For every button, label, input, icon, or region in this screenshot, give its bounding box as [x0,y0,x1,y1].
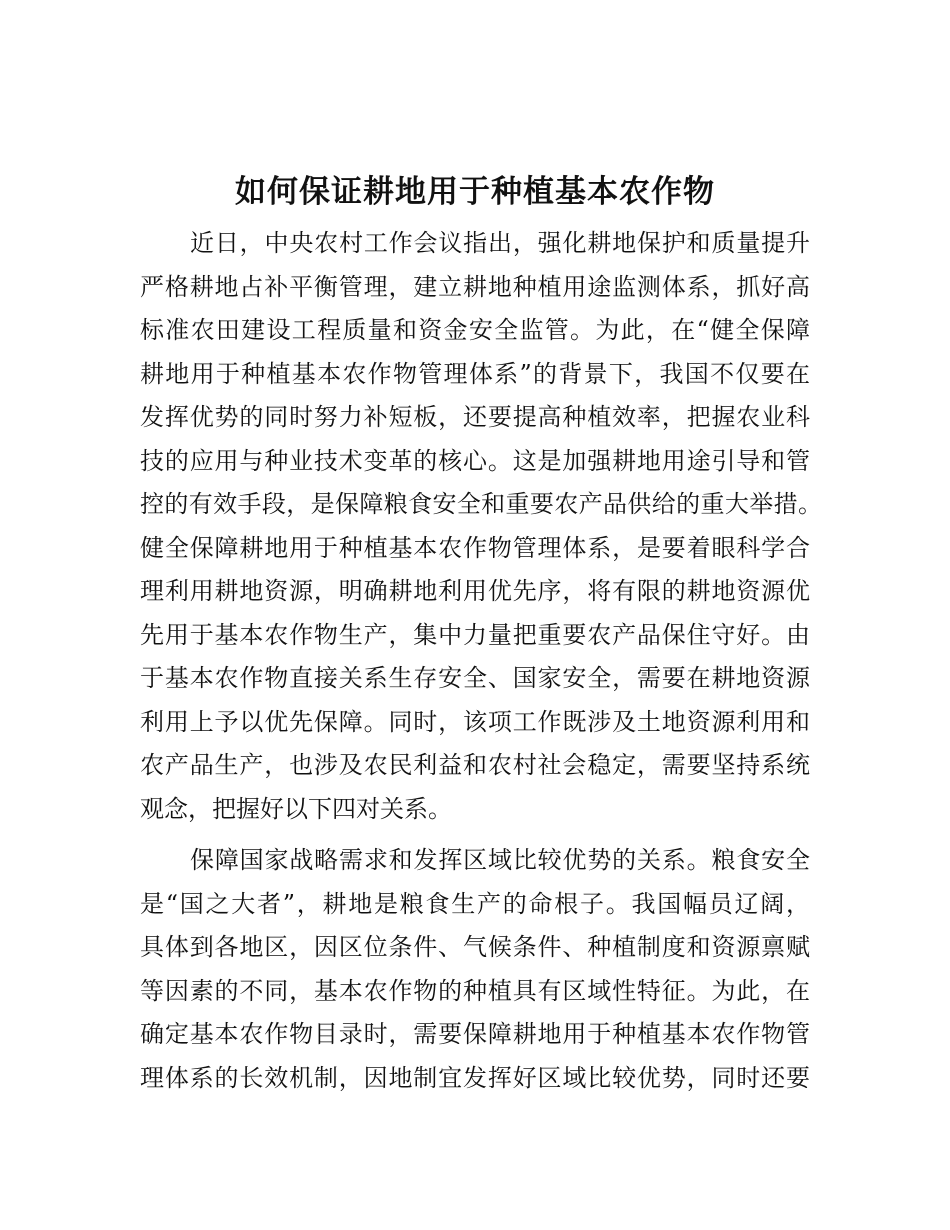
text-line: 近日，中央农村工作会议指出，强化耕地保护和质量提升 [190,229,810,257]
text-line: 确定基本农作物目录时，需要保障耕地用于种植基本农作物管 [140,1020,810,1048]
text-line: 等因素的不同，基本农作物的种植具有区域性特征。为此，在 [140,977,810,1005]
text-line: 利用上予以优先保障。同时，该项工作既涉及土地资源利用和 [140,708,810,736]
text-line: 严格耕地占补平衡管理，建立耕地种植用途监测体系，抓好高 [140,273,810,301]
text-line: 技的应用与种业技术变革的核心。这是加强耕地用途引导和管 [140,447,810,475]
text-line: 具体到各地区，因区位条件、气候条件、种植制度和资源禀赋 [140,933,810,961]
text-line: 于基本农作物直接关系生存安全、国家安全，需要在耕地资源 [140,664,810,692]
text-line: 理体系的长效机制，因地制宜发挥好区域比较优势，同时还要 [140,1064,810,1092]
text-line: 是“国之大者”，耕地是粮食生产的命根子。我国幅员辽阔， [140,890,810,918]
text-line: 先用于基本农作物生产，集中力量把重要农产品保住守好。由 [140,621,810,649]
text-line: 保障国家战略需求和发挥区域比较优势的关系。粮食安全 [190,846,810,874]
text-line: 农产品生产，也涉及农民利益和农村社会稳定，需要坚持系统 [140,751,810,779]
text-line: 发挥优势的同时努力补短板，还要提高种植效率，把握农业科 [140,403,810,431]
text-line: 耕地用于种植基本农作物管理体系”的背景下，我国不仅要在 [140,360,810,388]
text-line: 观念，把握好以下四对关系。 [140,795,452,823]
document-title: 如何保证耕地用于种植基本农作物 [235,174,715,210]
text-line: 标准农田建设工程质量和资金安全监管。为此，在“健全保障 [140,316,810,344]
text-line: 理利用耕地资源，明确耕地利用优先序，将有限的耕地资源优 [140,577,810,605]
text-line: 健全保障耕地用于种植基本农作物管理体系，是要着眼科学合 [140,534,810,562]
text-line: 控的有效手段，是保障粮食安全和重要农产品供给的重大举措。 [140,490,822,518]
